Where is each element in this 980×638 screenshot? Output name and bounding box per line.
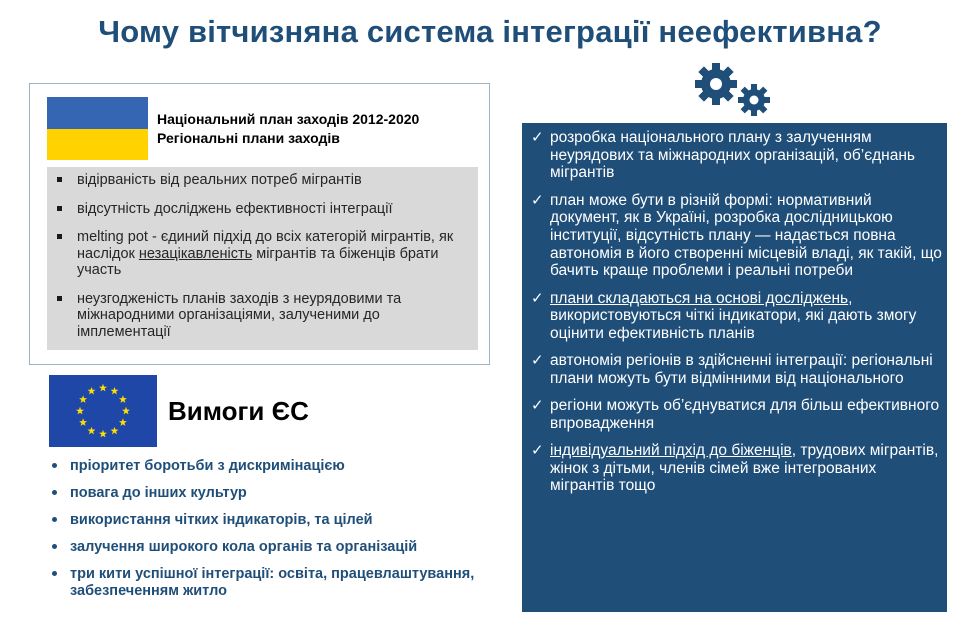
star-icon bbox=[119, 418, 127, 426]
list-item: відірваність від реальних потреб мігрантів bbox=[57, 172, 477, 189]
ukraine-flag bbox=[47, 97, 148, 160]
star-icon bbox=[111, 387, 119, 395]
list-item: ✓ план може бути в різній формі: нормативний документ, як в Україні, розробка дослідницькою інституції, відсутність плану — надається повна автономія в його створенні місцевій владі, як такій, що бачить краще проблеми і реальні потреби bbox=[531, 191, 942, 280]
list-item: ✓ автономія регіонів в здійсненні інтеграції: регіональні плани можуть бути відмінними від національного bbox=[531, 352, 933, 387]
star-icon bbox=[119, 395, 127, 403]
star-icon bbox=[99, 384, 107, 392]
underlined-text: індивідуальний підхід до біженців bbox=[550, 442, 792, 460]
list-item: повага до інших культур bbox=[50, 485, 490, 502]
square-bullet-icon bbox=[57, 234, 62, 239]
bullet-icon bbox=[52, 463, 57, 468]
star-icon bbox=[79, 418, 87, 426]
list-item: використання чітких індикаторів, та цілей bbox=[50, 512, 490, 529]
list-item: залучення широкого кола органів та організацій bbox=[50, 539, 490, 556]
issues-list bbox=[57, 172, 477, 352]
eu-requirements-title: Вимоги ЄС bbox=[168, 396, 309, 426]
regional-plans-label: Регіональні плани заходів bbox=[157, 130, 340, 146]
underlined-text: незацікавленість bbox=[138, 245, 253, 262]
bullet-icon bbox=[52, 571, 57, 576]
underlined-text: плани складаються на основі досліджень bbox=[550, 289, 849, 307]
list-item: ✓ регіони можуть об’єднуватися для більш ефективного впровадження bbox=[531, 397, 940, 432]
list-item: неузгодженість планів заходів з неурядовими та міжнародними організаціями, залученими до імплементації bbox=[57, 291, 477, 341]
square-bullet-icon bbox=[57, 296, 62, 301]
bullet-icon bbox=[52, 544, 57, 549]
eu-flag bbox=[49, 375, 157, 447]
list-item: три кити успішної інтеграції: освіта, працевлаштування, забезпеченням житло bbox=[50, 566, 490, 600]
star-icon bbox=[88, 387, 96, 395]
list-item: melting pot - єдиний підхід до всіх категорій мігрантів, як наслідок незацікавленість мігрантів та біженців брати участь bbox=[57, 229, 477, 279]
list-item: ✓ розробка національного плану з залученням неурядових та міжнародних організацій, об’єднань мігрантів bbox=[531, 129, 915, 182]
checkmark-icon: ✓ bbox=[531, 352, 544, 370]
recommendations-list bbox=[530, 129, 944, 505]
bullet-icon bbox=[52, 490, 57, 495]
star-icon bbox=[76, 407, 84, 415]
star-icon bbox=[79, 395, 87, 403]
list-item: відсутність досліджень ефективності інтеграції bbox=[57, 201, 477, 218]
star-icon bbox=[99, 430, 107, 438]
checkmark-icon: ✓ bbox=[531, 129, 544, 146]
star-icon bbox=[122, 407, 130, 415]
checkmark-icon: ✓ bbox=[531, 397, 544, 415]
list-item: ✓ індивідуальний підхід до біженців, трудових мігрантів, жінок з дітьми, членів сімей вже інтегрованих мігрантів тощо bbox=[531, 442, 939, 495]
checkmark-icon: ✓ bbox=[531, 442, 544, 460]
eu-requirements-list bbox=[50, 458, 490, 610]
list-item: ✓ плани складаються на основі досліджень, використовуються чіткі індикатори, які дають змогу оцінити ефективність планів bbox=[531, 289, 917, 343]
page-title: Чому вітчизняна система інтеграції неефективна? bbox=[98, 14, 882, 49]
square-bullet-icon bbox=[57, 206, 62, 211]
national-plan-label: Національний план заходів 2012-2020 bbox=[157, 111, 420, 127]
square-bullet-icon bbox=[57, 177, 62, 182]
checkmark-icon: ✓ bbox=[531, 289, 544, 307]
plan-titles bbox=[157, 110, 419, 148]
star-icon bbox=[88, 427, 96, 435]
list-item: пріоритет боротьби з дискримінацією bbox=[50, 458, 490, 475]
gears-icon bbox=[690, 60, 782, 120]
star-icon bbox=[111, 427, 119, 435]
checkmark-icon: ✓ bbox=[531, 191, 544, 209]
bullet-icon bbox=[52, 517, 57, 522]
